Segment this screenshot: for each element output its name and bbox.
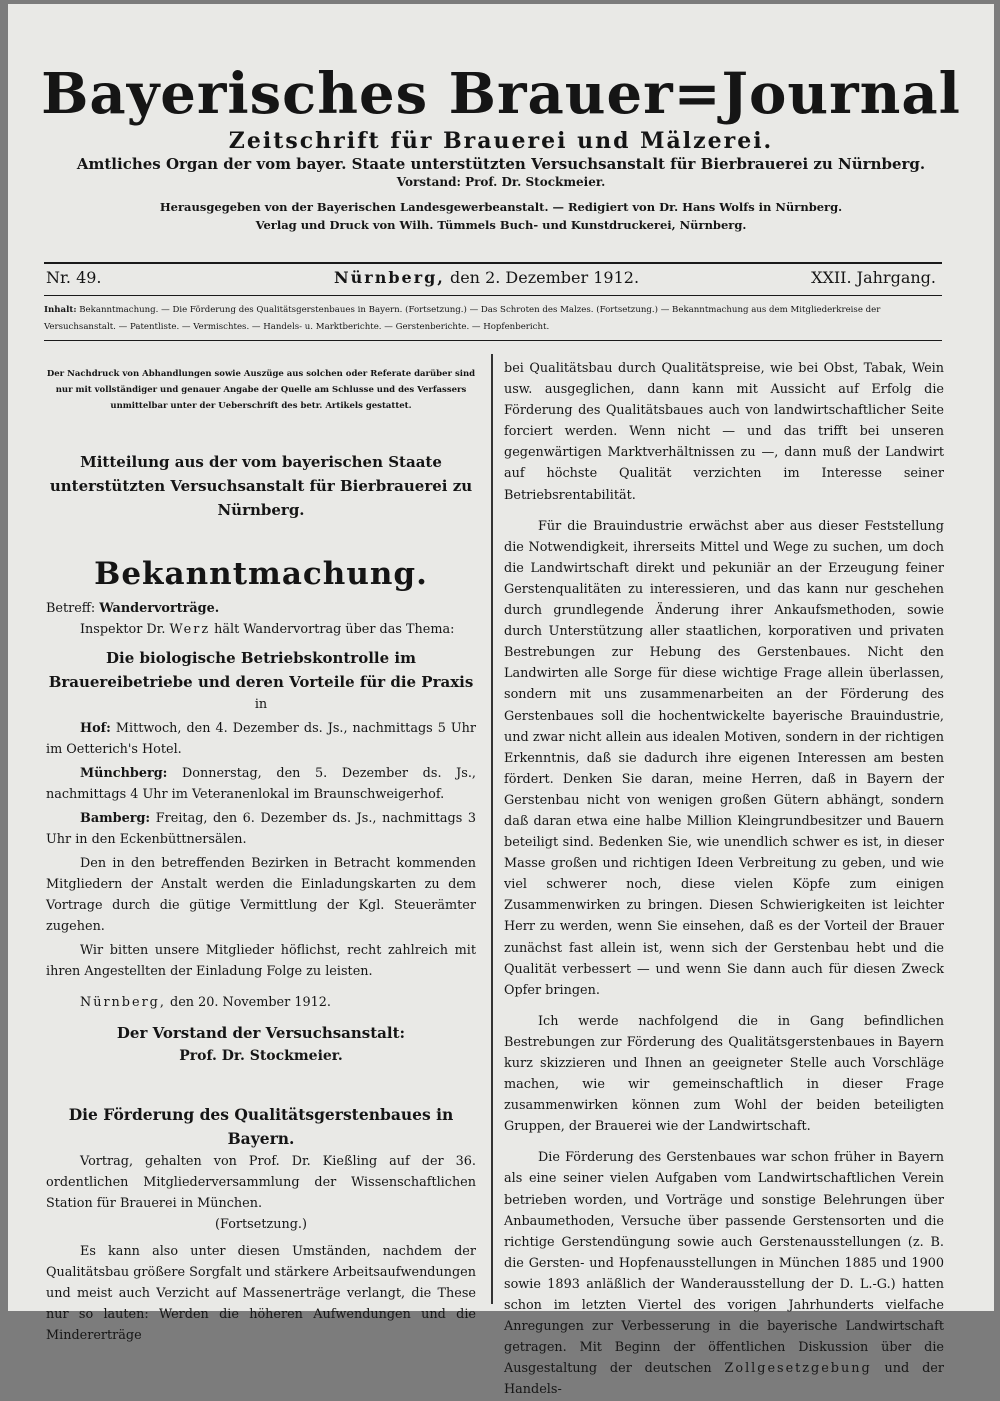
column-divider [491, 354, 493, 1304]
in-word: in [254, 697, 268, 712]
reprint-notice: Der Nachdruck von Abhandlungen sowie Auszüge aus solchen oder Referate darüber sind nur mit vollständiger und genauer Angabe der Quelle am Schlusse und des Verfassers unmittelbar unter der Ueberschrift des betr. Artikels gestattet. [46, 369, 476, 411]
official-organ-line: Amtliches Organ der vom bayer. Staate unterstützten Versuchsanstalt für Bierbrauerei zu Nürnberg. [76, 155, 926, 173]
venue-text: Donnerstag, den 5. Dezember ds. Js., nachmittags 4 Uhr im Veteranenlokal im Braunschweigerhof. [46, 766, 476, 802]
rule-middle [44, 295, 942, 296]
intro-part-b: hält Wandervortrag über das Thema: [214, 622, 455, 637]
continuation-note: (Fortsetzung.) [215, 1217, 307, 1232]
rule-top [44, 262, 942, 264]
venue-hof [46, 718, 476, 760]
issue-date-text: den 2. Dezember 1912. [449, 268, 640, 287]
bekanntmachung-heading: Bekanntmachung. [94, 556, 428, 592]
right-paragraph-1: bei Qualitätsbau durch Qualitätspreise, wie bei Obst, Tabak, Wein usw. ausgeglichen, dann kann mit Aussicht auf Erfolg die Förderung des Qualitätsbaues auch von landwirtschaftlicher Seite forciert werden. Wenn nicht — und das trifft bei unseren gegenwärtigen Marktverhältnissen zu —, dann muß der Landwirt auf höchste Qualität verzichten im Interesse seiner Betriebsrentabilität. [504, 361, 944, 503]
venue-text: Mittwoch, den 4. Dezember ds. Js., nachmittags 5 Uhr im Oetterich's Hotel. [46, 721, 476, 757]
left-column [46, 366, 476, 1346]
betreff-line [46, 598, 476, 619]
issue-info-row [46, 268, 936, 292]
lecture-intro [46, 619, 476, 640]
para4-spaced-word: Zollgesetzgebung [724, 1361, 872, 1377]
signature: Prof. Dr. Stockmeier. [179, 1048, 343, 1064]
request-paragraph: Wir bitten unsere Mitglieder höflichst, recht zahlreich mit ihren Angestellten der Einladung Folge zu leisten. [46, 943, 476, 979]
dateline-city: Nürnberg, [80, 995, 166, 1010]
board-heading: Der Vorstand der Versuchsanstalt: [116, 1024, 406, 1042]
mitteilung-heading: Mitteilung aus der vom bayerischen Staate unterstützten Versuchsanstalt für Bierbrauerei zu Nürnberg. [49, 453, 473, 519]
venue-muenchberg [46, 763, 476, 805]
betreff-label: Betreff: [46, 601, 96, 616]
invitation-paragraph: Den in den betreffenden Bezirken in Betracht kommenden Mitgliedern der Anstalt werden die Einladungskarten zu dem Vortrage durch die gütige Vermittlung der Kgl. Steuerämter zugehen. [46, 856, 476, 934]
betreff-value: Wandervorträge. [99, 601, 220, 616]
contents-label: Inhalt: [44, 305, 77, 315]
article-title: Die Förderung des Qualitätsgerstenbaues in Bayern. [68, 1105, 454, 1148]
right-column [504, 358, 944, 1401]
rule-bottom [44, 340, 942, 341]
dateline [46, 992, 476, 1013]
right-paragraph-4 [504, 1147, 944, 1400]
dateline-date: den 20. November 1912. [170, 995, 331, 1010]
venue-place: Hof: [80, 721, 111, 736]
journal-subtitle: Zeitschrift für Brauerei und Mälzerei. [228, 128, 774, 154]
para4-text-b: und der Handels- [504, 1361, 944, 1398]
newspaper-page [8, 4, 994, 1398]
venue-text: Freitag, den 6. Dezember ds. Js., nachmittags 3 Uhr in den Eckenbüttnersälen. [46, 811, 477, 847]
venue-bamberg [46, 808, 476, 850]
article-body-start: Es kann also unter diesen Umständen, nachdem der Qualitätsbau größere Sorgfalt und stärkere Arbeitsaufwendungen und meist auch Verzicht auf Massenerträge verlangt, die These nur so lauten: Werden die höheren Aufwendungen und die Mindererträge [46, 1244, 476, 1343]
issue-date [334, 268, 639, 287]
publisher-line: Herausgegeben von der Bayerischen Landesgewerbeanstalt. — Redigiert von Dr. Hans Wolfs in Nürnberg. [159, 200, 843, 214]
intro-part-a: Inspektor Dr. [80, 622, 166, 637]
right-paragraph-3: Ich werde nachfolgend die in Gang befindlichen Bestrebungen zur Förderung des Qualitätsgerstenbaues in Bayern kurz skizzieren und Ihnen an geeigneter Stelle auch Vorschläge machen, wie wir gemeinschaftlich in dieser Frage zusammenwirken können zum Wohl der beiden beteiligten Gruppen, der Brauerei wie der Landwirtschaft. [504, 1013, 944, 1135]
contents-text: Bekanntmachung. — Die Förderung des Qualitätsgerstenbaues in Bayern. (Fortsetzung.) — Das Schroten des Malzes. (Fortsetzung.) — Bekanntmachung aus dem Mitgliederkreise der Versuchsanstalt. — Patentliste. — Vermischtes. — Handels- u. Marktberichte. — Gerstenberichte. — Hopfenbericht. [44, 305, 881, 332]
masthead [8, 62, 994, 234]
lecture-title: Die biologische Betriebskontrolle im Brauereibetriebe und deren Vorteile für die Praxis [48, 649, 474, 691]
table-of-contents [44, 302, 940, 336]
venue-place: Bamberg: [80, 811, 151, 826]
issue-volume: XXII. Jahrgang. [811, 268, 936, 287]
journal-title: Bayerisches Brauer=Journal [41, 61, 961, 127]
venue-place: Münchberg: [80, 766, 168, 781]
article-subtitle: Vortrag, gehalten von Prof. Dr. Kießling auf der 36. ordentlichen Mitgliederversammlung der Wissenschaftlichen Station für Brauerei in München. [46, 1154, 476, 1211]
issue-city: Nürnberg, [334, 268, 445, 287]
para4-text-a: Die Förderung des Gerstenbaues war schon früher in Bayern als eine seiner vielen Aufgaben vom Landwirtschaftlichen Verein betrieben worden, und Vorträge und sonstige Belehrungen über Anbaumethoden, Versuche über passende Gerstensorten und die richtige Gerstendüngung sowie auch Gerstenausstellungen (z. B. die Gersten- und Hopfenausstellungen in München 1885 und 1900 sowie 1893 anläßlich der Wanderausstellung der D. L.-G.) hatten schon im letzten Viertel des vorigen Jahrhunderts vielfache Anregungen zur Verbesserung in die bayerische Landwirtschaft getragen. Mit Beginn der öffentlichen Diskussion über die Ausgestaltung der deutschen [504, 1150, 944, 1377]
director-line: Vorstand: Prof. Dr. Stockmeier. [396, 175, 606, 189]
right-paragraph-2: Für die Brauindustrie erwächst aber aus dieser Feststellung die Notwendigkeit, ihrerseits Mittel und Wege zu suchen, um doch die Landwirtschaft direkt und pekuniär an der Erzeugung feiner Gerstenqualitäten zu interessieren, und das kann nur geschehen durch grundlegende Änderung ihrer Ankaufsmethoden, sowie durch Unterstützung aller staatlichen, korporativen und privaten Bestrebungen zur Hebung des Gerstenbaues. Nicht den Landwirten alle Sorge für diese wichtige Frage allein überlassen, sondern mit uns zusammenarbeiten an der Förderung des Gerstenbaues soll die hochentwickelte bayerische Brauindustrie, und zwar nicht allein aus idealen Motiven, sondern in der richtigen Erkenntnis, daß sie dadurch ihre eigenen Interessen am besten fördert. Denken Sie daran, meine Herren, daß in Bayern der Gerstenbau nicht von wenigen großen Gütern abhängt, sondern daß daran etwa eine halbe Million Kleingrundbesitzer und Bauern beteiligt sind. Bedenken Sie, wie unendlich schwer es ist, in dieser Masse großen und richtigen Ideen Verbreitung zu geben, und wie viel schwerer noch, diese vielen Köpfe zum einigen Zusammenwirken zu bringen. Diesen Schwierigkeiten ist leichter Herr zu werden, wenn Sie einsehen, daß es der Vorteil der Brauer zunächst fast allein ist, wenn sich der Gerstenbau hebt und die Qualität verbessert — und wenn Sie dann auch für diesen Zweck Opfer bringen. [504, 518, 944, 998]
issue-number: Nr. 49. [46, 268, 102, 287]
printer-line: Verlag und Druck von Wilh. Tümmels Buch- und Kunstdruckerei, Nürnberg. [255, 218, 747, 232]
lecturer-name: Werz [169, 622, 211, 637]
